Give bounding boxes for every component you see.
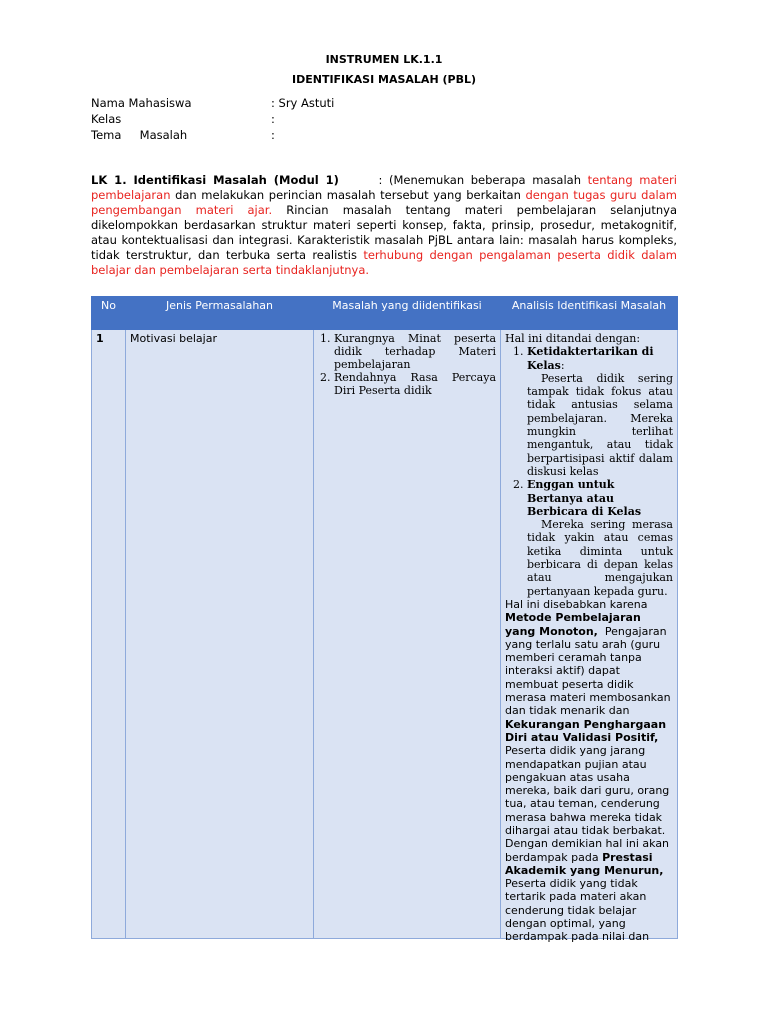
cause-bold: Metode Pembelajaran yang Monoton,	[505, 611, 641, 638]
cause-text: Peserta didik yang jarang mendapatkan pujian atau pengakuan atas usaha mereka, baik dari guru, orang tua, atau teman, cenderung merasa bahwa mereka tidak dihargai atau tidak berbakat.	[505, 730, 673, 837]
info-label: Kelas	[91, 112, 122, 126]
analisis-cause-intro: Hal ini disebabkan karena	[505, 597, 648, 611]
masalah-list	[318, 332, 496, 397]
point-text: Mereka sering merasa tidak yakin atau cemas ketika diminta untuk berbicara di depan kelas atau mengajukan pertanyaan kepada guru.	[527, 518, 673, 598]
cell-jenis: Motivasi belajar	[126, 330, 314, 939]
info-value: :	[271, 128, 275, 142]
info-label: Tema Masalah	[91, 128, 188, 142]
intro-paragraph	[91, 173, 677, 278]
analisis-points	[505, 345, 673, 598]
intro-lead: LK 1. Identifikasi Masalah (Modul 1)	[91, 173, 339, 187]
impact-text: Dengan demikian hal ini akan berdampak pada	[505, 837, 670, 864]
cause-text: Pengajaran yang terlalu satu arah (guru memberi ceramah tanpa interaksi aktif) dapat membuat peserta didik merasa materi membosankan dan tidak menarik dan	[505, 624, 675, 718]
list-item	[527, 345, 673, 478]
list-item	[527, 478, 673, 598]
point-text: Peserta didik sering tampak tidak fokus atau tidak antusias selama pembelajaran. Mereka mungkin terlihat mengantuk, atau tidak berpartisipasi aktif dalam diskusi kelas	[527, 371, 673, 478]
info-label: Nama Mahasiswa	[91, 96, 192, 110]
document-title: INSTRUMEN LK.1.1	[325, 53, 443, 66]
cell-analisis	[501, 330, 678, 944]
header-analisis: Analisis Identifikasi Masalah	[501, 297, 678, 330]
cell-masalah	[314, 330, 501, 939]
header-jenis: Jenis Permasalahan	[126, 297, 314, 330]
header-no: No	[92, 297, 126, 330]
document-subtitle: IDENTIFIKASI MASALAH (PBL)	[292, 73, 476, 86]
intro-text: dan melakukan perincian masalah tersebut yang berkaitan	[170, 188, 526, 202]
identification-table	[91, 296, 678, 944]
cell-no: 1	[92, 330, 126, 939]
analisis-cause-text	[505, 611, 673, 837]
table-row	[92, 330, 678, 939]
header-masalah: Masalah yang diidentifikasi	[314, 297, 501, 330]
info-value: : Sry Astuti	[271, 96, 335, 110]
impact-text: Peserta didik yang tidak tertarik pada materi akan cenderung tidak belajar dengan optimal, yang berdampak pada nilai dan	[505, 877, 650, 944]
analisis-intro: Hal ini ditandai dengan:	[505, 332, 641, 345]
list-item: 2. Rendahnya Rasa Percaya Diri Peserta didik	[334, 371, 496, 397]
analisis-impact-text	[505, 837, 673, 943]
intro-highlight: tentang materi pembelajaran	[91, 173, 677, 202]
intro-highlight: terhubung dengan pengalaman peserta didik dalam belajar dan pembelajaran serta tindaklanjutnya.	[91, 248, 677, 277]
list-item: 1. Kurangnya Minat peserta didik terhadap Materi pembelajaran	[334, 332, 496, 371]
intro-highlight: dengan tugas guru dalam pengembangan materi ajar.	[91, 188, 677, 217]
cause-bold: Kekurangan Penghargaan Diri atau Validasi Positif,	[505, 717, 667, 744]
intro-text: : (Menemukan beberapa masalah	[338, 173, 588, 187]
intro-text: Rincian masalah tentang materi pembelajaran selanjutnya dikelompokkan berdasarkan struktur materi seperti konsep, fakta, prinsip, prosedur, metakognitif, atau kontektualisasi dan integrasi. Karakteristik masalah PjBL antara lain: masalah harus kompleks, tidak terstruktur, dan terbuka serta realistis	[91, 203, 677, 262]
impact-bold: Prestasi Akademik yang Menurun,	[505, 850, 664, 877]
point-suffix: :	[560, 358, 565, 372]
point-title: Ketidaktertarikan di Kelas	[527, 345, 654, 372]
table-header-row	[92, 297, 678, 330]
point-title: Enggan untuk Bertanya atau Berbicara di Kelas	[527, 478, 642, 518]
info-value: :	[271, 112, 275, 126]
